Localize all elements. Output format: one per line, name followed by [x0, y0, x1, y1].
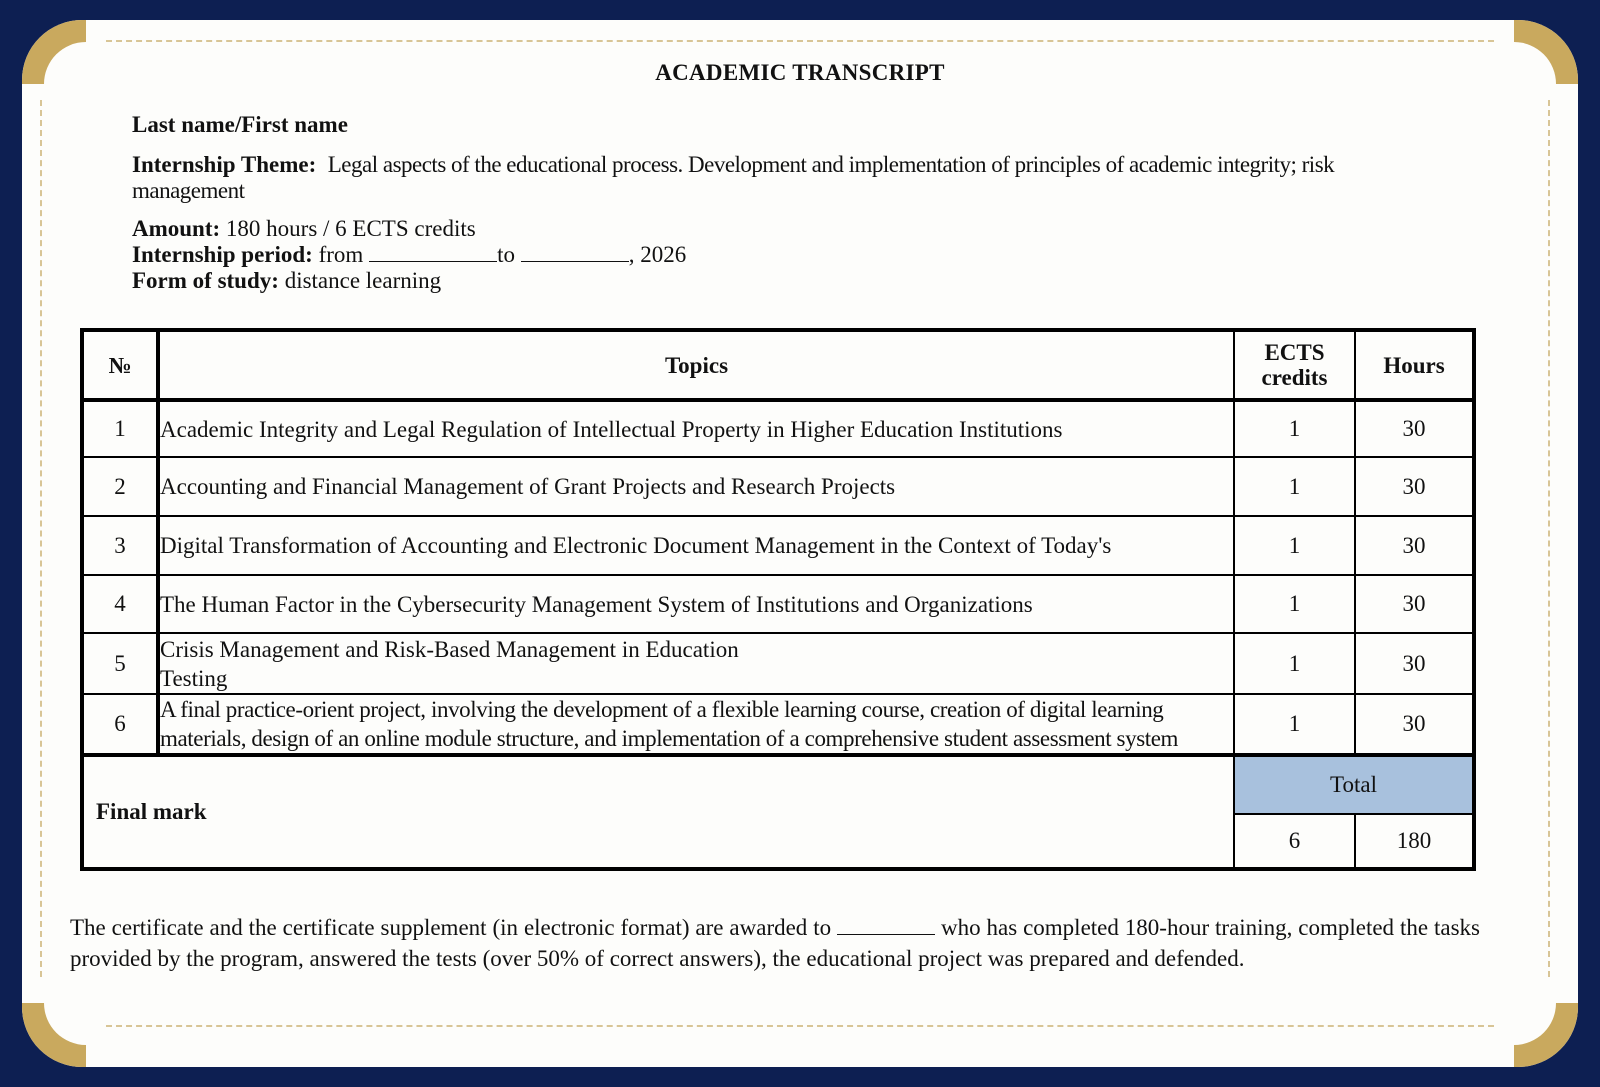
form-label: Form of study: [132, 268, 279, 293]
row-topic: Accounting and Financial Management of Grant Projects and Research Projects [158, 457, 1234, 516]
row-hours: 30 [1355, 400, 1474, 457]
amount-label: Amount: [132, 216, 221, 241]
period-year: , 2026 [628, 242, 687, 267]
final-mark-label: Final mark [82, 755, 1234, 869]
row-ects: 1 [1234, 575, 1355, 633]
row-ects: 1 [1234, 694, 1355, 755]
document-title: ACADEMIC TRANSCRIPT [655, 60, 945, 85]
row-number: 3 [82, 516, 158, 575]
name-label: Last name/First name [132, 112, 348, 137]
row-topic: Academic Integrity and Legal Regulation of Intellectual Property in Higher Education Institutions [158, 400, 1234, 457]
table-header-row [82, 330, 1474, 400]
row-number: 2 [82, 457, 158, 516]
total-ects: 6 [1234, 814, 1355, 869]
final-total-row [82, 755, 1474, 814]
row-ects: 1 [1234, 516, 1355, 575]
row-number: 4 [82, 575, 158, 633]
row-topic [158, 633, 1234, 694]
dashed-border [40, 100, 42, 977]
form-value: distance learning [284, 268, 442, 293]
period-to: to [497, 242, 515, 267]
row-topic-line: Crisis Management and Risk-Based Management in Education [160, 636, 739, 662]
row-ects: 1 [1234, 400, 1355, 457]
dashed-border [106, 40, 1494, 42]
header-hours: Hours [1355, 330, 1474, 400]
header-ects-label: ECTS credits [1261, 340, 1328, 390]
amount-line [132, 216, 1392, 242]
row-topic: A final practice-orient project, involving the development of a flexible learning course, creation of digital learning materials, design of an online module structure, and implementation of a comprehensive student assessment system [158, 694, 1234, 755]
name-line [132, 112, 1392, 138]
table-row [82, 694, 1474, 755]
dashed-border [106, 1025, 1494, 1027]
table-row [82, 400, 1474, 457]
dashed-border [1548, 100, 1550, 977]
row-hours: 30 [1355, 694, 1474, 755]
period-from-blank [369, 243, 497, 262]
row-topic: The Human Factor in the Cybersecurity Management System of Institutions and Organizations [158, 575, 1234, 633]
amount-value: 180 hours / 6 ECTS credits [225, 216, 476, 241]
award-statement [70, 912, 1480, 974]
transcript-table [80, 328, 1476, 871]
total-header: Total [1234, 755, 1474, 814]
award-text-part1: The certificate and the certificate supplement (in electronic format) are awarded to [70, 915, 832, 940]
period-line [132, 242, 1392, 268]
row-number: 1 [82, 400, 158, 457]
row-number: 6 [82, 694, 158, 755]
theme-value: Legal aspects of the educational process. Development and implementation of principles of academic integrity; risk management [132, 152, 1335, 203]
award-text-part2: who has completed 180-hour training, completed the tasks provided by the program, answered the tests (over 50% of correct answers), the educational project was prepared and defended. [70, 915, 1480, 971]
table-row [82, 633, 1474, 694]
row-topic: Digital Transformation of Accounting and Electronic Document Management in the Context of Today's [158, 516, 1234, 575]
header-topics: Topics [158, 330, 1234, 400]
row-hours: 30 [1355, 575, 1474, 633]
row-hours: 30 [1355, 516, 1474, 575]
header-ects [1234, 330, 1355, 400]
row-ects: 1 [1234, 633, 1355, 694]
row-hours: 30 [1355, 457, 1474, 516]
period-label: Internship period: [132, 242, 313, 267]
form-line [132, 268, 1392, 294]
table-row [82, 457, 1474, 516]
certificate-sheet [22, 20, 1578, 1067]
table-row [82, 575, 1474, 633]
theme-label: Internship Theme: [132, 152, 317, 177]
row-topic-line: Testing [160, 665, 228, 691]
row-ects: 1 [1234, 457, 1355, 516]
total-hours: 180 [1355, 814, 1474, 869]
theme-line [132, 152, 1392, 204]
row-number: 5 [82, 633, 158, 694]
corner-ornament [1514, 1003, 1578, 1067]
period-from: from [318, 242, 364, 267]
header-no: № [82, 330, 158, 400]
recipient-blank [837, 916, 935, 935]
table-row [82, 516, 1474, 575]
period-to-blank [521, 243, 629, 262]
row-hours: 30 [1355, 633, 1474, 694]
corner-ornament [22, 1003, 86, 1067]
